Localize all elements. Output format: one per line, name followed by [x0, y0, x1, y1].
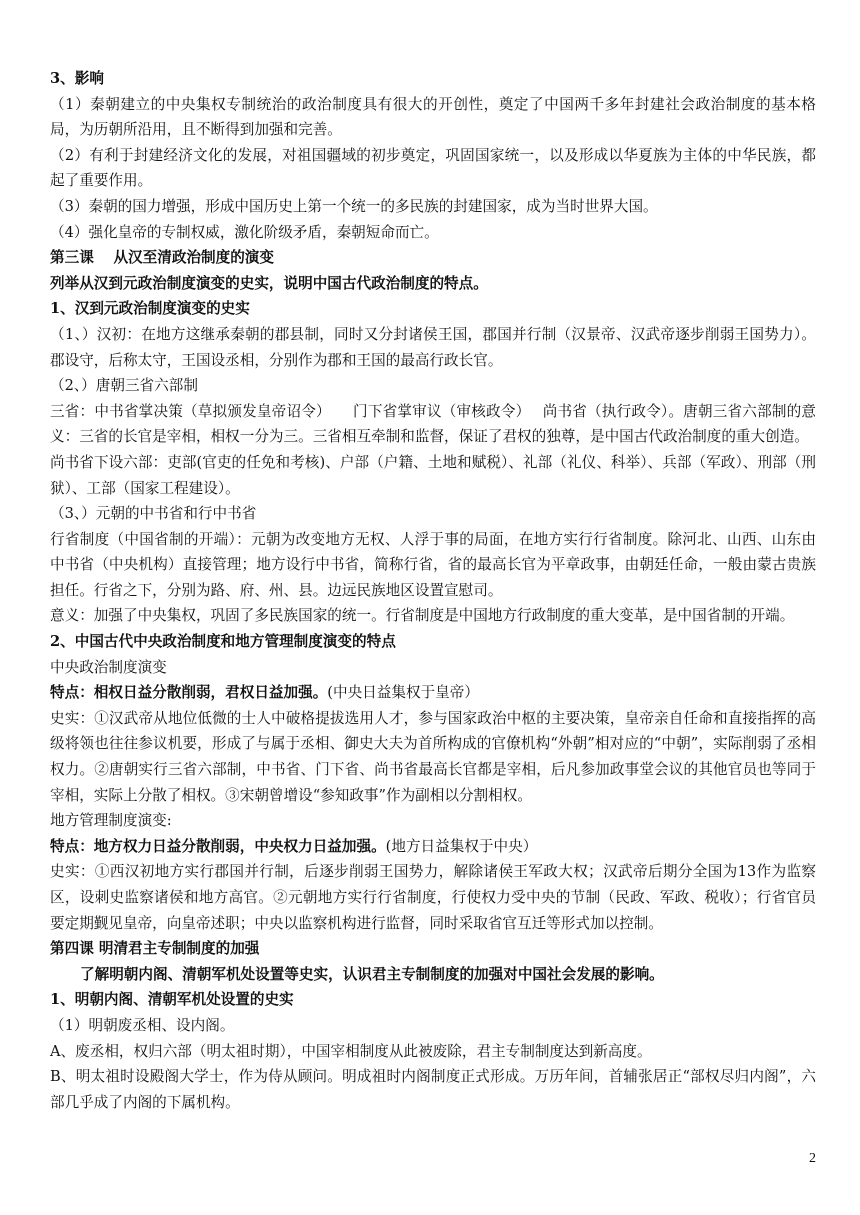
lesson-4-goal: 了解明朝内阁、清朝军机处设置等史实，认识君主专制制度的加强对中国社会发展的影响。 — [80, 965, 664, 983]
paragraph-central-facts: 史实：①汉武帝从地位低微的士人中破格提拔选用人才，参与国家政治中枢的主要决策，皇帝亲自任命和直接指挥的高级将领也往往参议机要，形成了与属于丞相、御史大夫为首所构成的官僚机构“外朝”相对应的“中朝”，实际削弱了丞相权力。②唐朝实行三省六部制，中书省、门下省、尚书省最高长官都是宰相，后凡参加政事堂会议的其他官员也等同于宰相，实际上分散了相权。③宋朝曾增设“参知政事”作为副相以分割相权。 — [50, 709, 816, 804]
paragraph-influence-2: （2）有利于封建经济文化的发展，对祖国疆域的初步奠定，巩固国家统一，以及形成以华夏族为主体的中华民族，都起了重要作用。 — [50, 146, 816, 190]
page-number: 2 — [809, 1151, 816, 1166]
subheading-han-to-yuan: 1、汉到元政治制度演变的史实 — [50, 300, 250, 318]
paragraph-influence-1: （1）秦朝建立的中央集权专制统治的政治制度具有很大的开创性，奠定了中国两千多年封建社会政治制度的基本格局，为历朝所沿用，且不断得到加强和完善。 — [50, 95, 816, 139]
paragraph-influence-4: （4）强化皇帝的专制权威，激化阶级矛盾，秦朝短命而亡。 — [50, 223, 439, 241]
section-heading-influence: 3、影响 — [50, 70, 104, 87]
paragraph-tang-three-departments: 三省：中书省掌决策（草拟颁发皇帝诏令） 门下省掌审议（审核政令） 尚书省（执行政令）。唐朝三省六部制的意义：三省的长官是宰相，相权一分为三。三省相互牵制和监督，保证了君权的独尊，是中国古代政治制度的重大创造。 — [50, 402, 816, 446]
document-page — [50, 66, 816, 1115]
lesson-4-title: 第四课 明清君主专制制度的加强 — [50, 940, 260, 958]
label-local: 地方管理制度演变: — [50, 812, 172, 830]
central-feature-bold: 特点：相权日益分散削弱，君权日益加强。 — [50, 684, 328, 702]
central-feature-note: (中央日益集权于皇帝） — [327, 684, 479, 702]
subheading-characteristics: 2、中国古代中央政治制度和地方管理制度演变的特点 — [50, 633, 396, 651]
paragraph-yuan-province-system: 行省制度（中国省制的开端）：元朝为改变地方无权、人浮于事的局面，在地方实行行省制度。除河北、山西、山东由中书省（中央机构）直接管理；地方设行中书省，简称行省，省的最高长官为平章政事，由朝廷任命，一般由蒙古贵族担任。行省之下，分别为路、府、州、县。边远民族地区设置宣慰司。 — [50, 530, 816, 599]
paragraph-ming-a: A、废丞相，权归六部（明太祖时期），中国宰相制度从此被废除，君主专制制度达到新高度。 — [50, 1042, 652, 1060]
local-feature — [50, 834, 816, 860]
lesson-3-goal: 列举从汉到元政治制度演变的史实，说明中国古代政治制度的特点。 — [50, 274, 488, 292]
local-feature-note: (地方日益集权于中央） — [385, 837, 538, 855]
paragraph-local-facts: 史实：①西汉初地方实行郡国并行制，后逐步削弱王国势力，解除诸侯王军政大权；汉武帝后期分全国为13作为监察区，设刺史监察诸侯和地方高官。②元朝地方实行行省制度，行使权力受中央的节制（民政、军政、税收）；行省官员要定期觐见皇帝，向皇帝述职；中央以监察机构进行监督，同时采取省官互迁等形式加以控制。 — [50, 863, 816, 932]
label-tang: （2、）唐朝三省六部制 — [50, 377, 198, 395]
paragraph-influence-3: （3）秦朝的国力增强，形成中国历史上第一个统一的多民族的封建国家，成为当时世界大国。 — [50, 197, 658, 215]
local-feature-bold: 特点：地方权力日益分散削弱，中央权力日益加强。 — [50, 837, 386, 855]
label-yuan: （3、）元朝的中书省和行中书省 — [50, 505, 257, 523]
central-feature — [50, 680, 816, 706]
paragraph-ming-b: B、明太祖时设殿阁大学士，作为侍从顾问。明成祖时内阁制度正式形成。万历年间，首辅张居正“部权尽归内阁”，六部几乎成了内阁的下属机构。 — [50, 1068, 816, 1111]
label-central: 中央政治制度演变 — [50, 658, 167, 676]
paragraph-yuan-meaning: 意义：加强了中央集权，巩固了多民族国家的统一。行省制度是中国地方行政制度的重大变革，是中国省制的开端。 — [50, 607, 795, 625]
paragraph-han: （1、）汉初：在地方这继承秦朝的郡县制，同时又分封诸侯王国，郡国并行制（汉景帝、汉武帝逐步削弱王国势力）。郡设守，后称太守，王国设丞相，分别作为郡和王国的最高行政长官。 — [50, 325, 816, 369]
paragraph-tang-six-ministries: 尚书省下设六部：吏部(官吏的任免和考核)、户部（户籍、土地和赋税）、礼部（礼仪、科举）、兵部（军政）、刑部（刑狱）、工部（国家工程建设）。 — [50, 453, 816, 497]
label-ming: （1）明朝废丞相、设内阁。 — [50, 1016, 235, 1034]
subheading-ming-qing: 1、明朝内阁、清朝军机处设置的史实 — [50, 991, 294, 1009]
lesson-3-title: 第三课 从汉至清政治制度的演变 — [50, 249, 274, 267]
